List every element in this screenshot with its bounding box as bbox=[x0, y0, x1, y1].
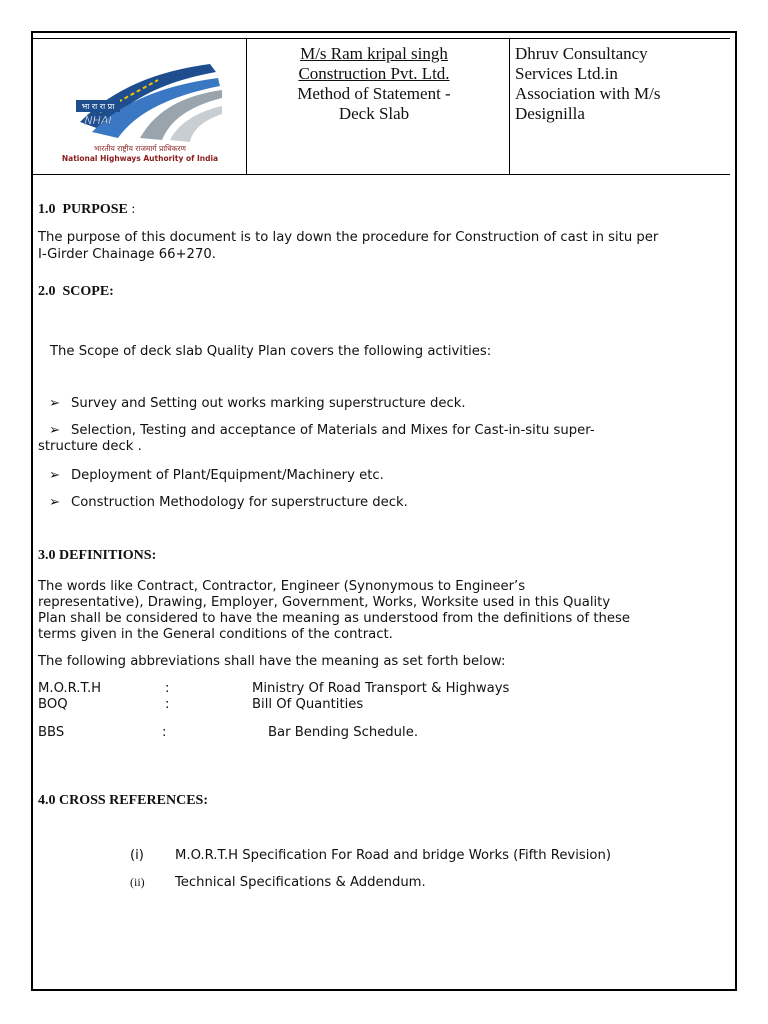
header-contractor bbox=[250, 44, 498, 124]
purpose-line-1: The purpose of this document is to lay down the procedure for Construction of cast in situ per bbox=[38, 230, 659, 245]
abbr-meaning: Bill Of Quantities bbox=[252, 697, 364, 712]
reference-text: Technical Specifications & Addendum. bbox=[175, 875, 426, 890]
contractor-line-2: Construction Pvt. Ltd. bbox=[298, 64, 450, 83]
abbr-meaning: Bar Bending Schedule. bbox=[268, 725, 419, 740]
scope-title: SCOPE: bbox=[62, 284, 114, 299]
nhai-logo bbox=[40, 52, 240, 170]
definitions-para-line: Plan shall be considered to have the meaning as understood from the definitions of these bbox=[38, 611, 630, 626]
abbr-sep: : bbox=[165, 697, 170, 712]
doc-title-line-2: Deck Slab bbox=[338, 104, 410, 123]
logo-hindi-name: भारतीय राष्ट्रीय राजमार्ग प्राधिकरण bbox=[94, 144, 186, 153]
abbr-sep: : bbox=[162, 725, 167, 740]
abbr-sep: : bbox=[165, 681, 170, 696]
abbr-meaning: Ministry Of Road Transport & Highways bbox=[252, 681, 510, 696]
logo-abbr: NHAI bbox=[84, 114, 112, 127]
scope-item: ➢ Selection, Testing and acceptance of Materials and Mixes for Cast-in-situ super- bbox=[49, 423, 595, 438]
definitions-title: DEFINITIONS: bbox=[59, 548, 157, 563]
definitions-para-line: The words like Contract, Contractor, Engineer (Synonymous to Engineer’s bbox=[38, 579, 526, 594]
consultant-line-2: Services Ltd.in bbox=[515, 64, 618, 83]
bullet-arrow-icon: ➢ bbox=[49, 495, 61, 510]
reference-number: (ii) bbox=[130, 875, 145, 889]
logo-english-name: National Highways Authority of India bbox=[61, 154, 219, 163]
purpose-number: 1.0 bbox=[38, 202, 56, 217]
purpose-heading bbox=[38, 202, 135, 218]
bullet-arrow-icon: ➢ bbox=[49, 423, 61, 438]
scope-item: ➢ Survey and Setting out works marking superstructure deck. bbox=[49, 396, 466, 411]
abbr-term: BBS bbox=[38, 725, 65, 740]
header-divider-2 bbox=[509, 38, 510, 175]
contractor-line-1: M/s Ram kripal singh bbox=[300, 44, 448, 63]
header-rule-top bbox=[33, 38, 730, 39]
scope-item: ➢ Construction Methodology for superstructure deck. bbox=[49, 495, 408, 510]
scope-intro: The Scope of deck slab Quality Plan covers the following activities: bbox=[50, 344, 492, 359]
logo-hindi-abbr: भा रा रा प्रा bbox=[81, 102, 115, 111]
consultant-line-1: Dhruv Consultancy bbox=[515, 44, 648, 63]
scope-number: 2.0 bbox=[38, 284, 56, 299]
cross-references-heading bbox=[38, 793, 208, 809]
header-consultant bbox=[515, 44, 730, 124]
consultant-line-3: Association with M/s bbox=[515, 84, 661, 103]
definitions-para-line: terms given in the General conditions of the contract. bbox=[38, 627, 393, 642]
scope-item: ➢ Deployment of Plant/Equipment/Machinery etc. bbox=[49, 468, 384, 483]
definitions-heading bbox=[38, 548, 156, 564]
purpose-colon: : bbox=[131, 202, 136, 217]
page-border bbox=[31, 31, 737, 991]
reference-number: (i) bbox=[130, 848, 144, 863]
purpose-title: PURPOSE bbox=[62, 202, 128, 217]
reference-text: M.O.R.T.H Specification For Road and bridge Works (Fifth Revision) bbox=[175, 848, 612, 863]
purpose-line-2: I-Girder Chainage 66+270. bbox=[38, 247, 216, 262]
definitions-para-line: representative), Drawing, Employer, Government, Works, Worksite used in this Quality bbox=[38, 595, 611, 610]
header-divider-1 bbox=[246, 38, 247, 175]
abbr-term: M.O.R.T.H bbox=[38, 681, 102, 696]
bullet-arrow-icon: ➢ bbox=[49, 396, 61, 411]
cross-references-number: 4.0 bbox=[38, 793, 56, 808]
doc-title-line-1: Method of Statement - bbox=[297, 84, 451, 103]
definitions-number: 3.0 bbox=[38, 548, 56, 563]
abbr-term: BOQ bbox=[38, 697, 68, 712]
scope-heading bbox=[38, 284, 114, 300]
scope-item-continued: structure deck . bbox=[38, 439, 142, 454]
abbreviations-intro: The following abbreviations shall have the meaning as set forth below: bbox=[38, 654, 506, 669]
consultant-line-4: Designilla bbox=[515, 104, 585, 123]
bullet-arrow-icon: ➢ bbox=[49, 468, 61, 483]
header-rule-bottom bbox=[33, 174, 730, 175]
nhai-logo-graphic bbox=[40, 52, 240, 144]
cross-references-title: CROSS REFERENCES: bbox=[59, 793, 208, 808]
